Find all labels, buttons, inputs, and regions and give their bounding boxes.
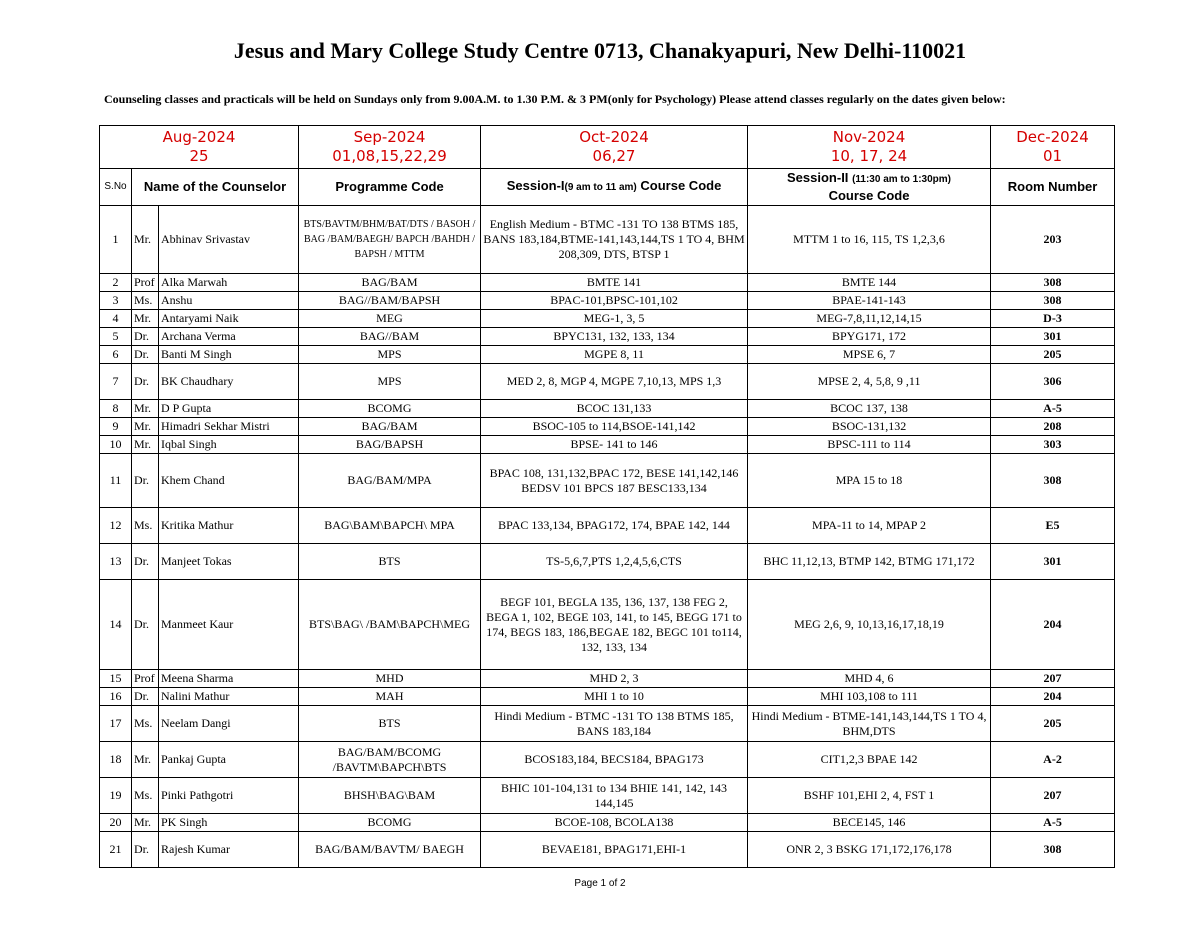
- row-session1: BEVAE181, BPAG171,EHI-1: [481, 832, 748, 868]
- row-programme: BAG/BAM: [299, 274, 481, 292]
- row-title: Mr.: [132, 814, 159, 832]
- row-counselor-name: Meena Sharma: [159, 670, 299, 688]
- row-session2: BSHF 101,EHI 2, 4, FST 1: [748, 778, 991, 814]
- row-title: Mr.: [132, 418, 159, 436]
- row-counselor-name: Rajesh Kumar: [159, 832, 299, 868]
- row-room: 306: [991, 364, 1115, 400]
- row-session2: MPSE 6, 7: [748, 346, 991, 364]
- row-title: Ms.: [132, 778, 159, 814]
- row-title: Dr.: [132, 454, 159, 508]
- row-session1: BCOC 131,133: [481, 400, 748, 418]
- row-title: Mr.: [132, 436, 159, 454]
- row-title: Mr.: [132, 742, 159, 778]
- row-room: 301: [991, 544, 1115, 580]
- table-row: [100, 310, 1115, 328]
- row-counselor-name: Manmeet Kaur: [159, 580, 299, 670]
- row-programme: MHD: [299, 670, 481, 688]
- row-sno: 4: [100, 310, 132, 328]
- header-programme: Programme Code: [299, 169, 481, 206]
- month-cell-sep: Sep-2024 01,08,15,22,29: [299, 126, 481, 169]
- table-row: [100, 328, 1115, 346]
- row-session1: Hindi Medium - BTMC -131 TO 138 BTMS 185, BANS 183,184: [481, 706, 748, 742]
- row-room: 207: [991, 670, 1115, 688]
- row-sno: 14: [100, 580, 132, 670]
- row-title: Prof: [132, 274, 159, 292]
- row-room: 303: [991, 436, 1115, 454]
- row-programme: BTS: [299, 544, 481, 580]
- row-session2: ONR 2, 3 BSKG 171,172,176,178: [748, 832, 991, 868]
- table-row: [100, 346, 1115, 364]
- row-counselor-name: Abhinav Srivastav: [159, 206, 299, 274]
- month-cell-oct: Oct-2024 06,27: [481, 126, 748, 169]
- row-sno: 17: [100, 706, 132, 742]
- row-programme: BAG/BAM: [299, 418, 481, 436]
- table-row: [100, 206, 1115, 274]
- row-session1: BMTE 141: [481, 274, 748, 292]
- row-room: 308: [991, 274, 1115, 292]
- page-title: Jesus and Mary College Study Centre 0713, Chanakyapuri, New Delhi-110021: [233, 38, 967, 63]
- month-cell-nov: Nov-2024 10, 17, 24: [748, 126, 991, 169]
- row-session2: BHC 11,12,13, BTMP 142, BTMG 171,172: [748, 544, 991, 580]
- row-programme: MPS: [299, 346, 481, 364]
- row-programme: BTS/BAVTM/BHM/BAT/DTS / BASOH / BAG /BAM/BAEGH/ BAPCH /BAHDH / BAPSH / MTTM: [299, 206, 481, 274]
- row-programme: BAG/BAPSH: [299, 436, 481, 454]
- row-session1: BCOE-108, BCOLA138: [481, 814, 748, 832]
- row-session1: BPAC 108, 131,132,BPAC 172, BESE 141,142,146 BEDSV 101 BPCS 187 BESC133,134: [481, 454, 748, 508]
- row-session2: BCOC 137, 138: [748, 400, 991, 418]
- row-session1: BPYC131, 132, 133, 134: [481, 328, 748, 346]
- row-title: Dr.: [132, 544, 159, 580]
- row-counselor-name: BK Chaudhary: [159, 364, 299, 400]
- row-sno: 13: [100, 544, 132, 580]
- row-counselor-name: Kritika Mathur: [159, 508, 299, 544]
- row-room: A-5: [991, 400, 1115, 418]
- row-sno: 10: [100, 436, 132, 454]
- row-title: Dr.: [132, 832, 159, 868]
- row-programme: BCOMG: [299, 400, 481, 418]
- month-row: [100, 126, 1115, 169]
- row-room: 301: [991, 328, 1115, 346]
- row-counselor-name: PK Singh: [159, 814, 299, 832]
- row-room: 203: [991, 206, 1115, 274]
- row-programme: MEG: [299, 310, 481, 328]
- row-room: 205: [991, 346, 1115, 364]
- counselor-schedule-table: [99, 125, 1115, 868]
- row-sno: 19: [100, 778, 132, 814]
- row-session2: MEG 2,6, 9, 10,13,16,17,18,19: [748, 580, 991, 670]
- header-sno: S.No: [100, 169, 132, 206]
- table-row: [100, 292, 1115, 310]
- table-row: [100, 364, 1115, 400]
- row-room: E5: [991, 508, 1115, 544]
- row-session2: BPYG171, 172: [748, 328, 991, 346]
- row-sno: 5: [100, 328, 132, 346]
- row-session1: BCOS183,184, BECS184, BPAG173: [481, 742, 748, 778]
- row-title: Dr.: [132, 580, 159, 670]
- table-row: [100, 544, 1115, 580]
- table-row: [100, 508, 1115, 544]
- row-programme: BCOMG: [299, 814, 481, 832]
- month-cell-aug: Aug-2024 25: [100, 126, 299, 169]
- row-programme: BTS: [299, 706, 481, 742]
- row-session1: MHI 1 to 10: [481, 688, 748, 706]
- row-session2: MPSE 2, 4, 5,8, 9 ,11: [748, 364, 991, 400]
- row-sno: 8: [100, 400, 132, 418]
- row-sno: 7: [100, 364, 132, 400]
- row-session2: CIT1,2,3 BPAE 142: [748, 742, 991, 778]
- row-session1: BPSE- 141 to 146: [481, 436, 748, 454]
- row-sno: 11: [100, 454, 132, 508]
- row-room: 308: [991, 832, 1115, 868]
- row-sno: 1: [100, 206, 132, 274]
- table-row: [100, 742, 1115, 778]
- row-counselor-name: Antaryami Naik: [159, 310, 299, 328]
- row-room: 204: [991, 688, 1115, 706]
- row-room: A-2: [991, 742, 1115, 778]
- row-sno: 9: [100, 418, 132, 436]
- schedule-note: Counseling classes and practicals will be held on Sundays only from 9.00A.M. to 1.30 P.M. & 3 PM(only for Psychology) Please attend classes regularly on the dates given below:: [104, 92, 1006, 106]
- row-title: Dr.: [132, 364, 159, 400]
- row-session2: BPAE-141-143: [748, 292, 991, 310]
- row-sno: 20: [100, 814, 132, 832]
- row-sno: 18: [100, 742, 132, 778]
- row-session2: BSOC-131,132: [748, 418, 991, 436]
- row-programme: BAG//BAM: [299, 328, 481, 346]
- table-row: [100, 670, 1115, 688]
- table-row: [100, 454, 1115, 508]
- row-session1: English Medium - BTMC -131 TO 138 BTMS 185, BANS 183,184,BTME-141,143,144,TS 1 TO 4, BHM 208,309, DTS, BTSP 1: [481, 206, 748, 274]
- row-counselor-name: Alka Marwah: [159, 274, 299, 292]
- row-counselor-name: Nalini Mathur: [159, 688, 299, 706]
- row-counselor-name: Manjeet Tokas: [159, 544, 299, 580]
- row-programme: BAG\BAM\BAPCH\ MPA: [299, 508, 481, 544]
- table-row: [100, 436, 1115, 454]
- row-programme: MAH: [299, 688, 481, 706]
- header-row: [100, 169, 1115, 206]
- table-row: [100, 814, 1115, 832]
- row-programme: BAG/BAM/BAVTM/ BAEGH: [299, 832, 481, 868]
- row-programme: BTS\BAG\ /BAM\BAPCH\MEG: [299, 580, 481, 670]
- row-room: 207: [991, 778, 1115, 814]
- row-session1: BPAC-101,BPSC-101,102: [481, 292, 748, 310]
- row-session1: MGPE 8, 11: [481, 346, 748, 364]
- row-counselor-name: Pinki Pathgotri: [159, 778, 299, 814]
- row-room: 208: [991, 418, 1115, 436]
- row-sno: 12: [100, 508, 132, 544]
- row-session1: MED 2, 8, MGP 4, MGPE 7,10,13, MPS 1,3: [481, 364, 748, 400]
- row-counselor-name: Iqbal Singh: [159, 436, 299, 454]
- row-counselor-name: D P Gupta: [159, 400, 299, 418]
- row-programme: BAG/BAM/MPA: [299, 454, 481, 508]
- row-session2: MHI 103,108 to 111: [748, 688, 991, 706]
- row-counselor-name: Pankaj Gupta: [159, 742, 299, 778]
- table-row: [100, 580, 1115, 670]
- row-session2: MTTM 1 to 16, 115, TS 1,2,3,6: [748, 206, 991, 274]
- row-counselor-name: Archana Verma: [159, 328, 299, 346]
- row-counselor-name: Himadri Sekhar Mistri: [159, 418, 299, 436]
- row-title: Mr.: [132, 400, 159, 418]
- row-session1: MEG-1, 3, 5: [481, 310, 748, 328]
- row-sno: 3: [100, 292, 132, 310]
- row-session1: BEGF 101, BEGLA 135, 136, 137, 138 FEG 2, BEGA 1, 102, BEGE 103, 141, to 145, BEGG 171 to 174, BEGS 183, 186,BEGAE 182, BEGC 101 to114, 132, 133, 134: [481, 580, 748, 670]
- row-sno: 16: [100, 688, 132, 706]
- header-session2: Session-II (11:30 am to 1:30pm) Course Code: [748, 169, 991, 206]
- row-programme: BAG/BAM/BCOMG /BAVTM\BAPCH\BTS: [299, 742, 481, 778]
- table-row: [100, 706, 1115, 742]
- row-counselor-name: Banti M Singh: [159, 346, 299, 364]
- row-title: Mr.: [132, 310, 159, 328]
- header-session1: Session-I(9 am to 11 am) Course Code: [481, 169, 748, 206]
- row-room: 205: [991, 706, 1115, 742]
- row-title: Prof: [132, 670, 159, 688]
- table-row: [100, 688, 1115, 706]
- row-title: Ms.: [132, 292, 159, 310]
- table-row: [100, 400, 1115, 418]
- row-title: Ms.: [132, 508, 159, 544]
- row-session1: TS-5,6,7,PTS 1,2,4,5,6,CTS: [481, 544, 748, 580]
- row-room: 308: [991, 454, 1115, 508]
- row-session2: MPA 15 to 18: [748, 454, 991, 508]
- row-session1: BPAC 133,134, BPAG172, 174, BPAE 142, 144: [481, 508, 748, 544]
- row-programme: MPS: [299, 364, 481, 400]
- row-session2: BPSC-111 to 114: [748, 436, 991, 454]
- row-sno: 2: [100, 274, 132, 292]
- row-programme: BHSH\BAG\BAM: [299, 778, 481, 814]
- row-room: A-5: [991, 814, 1115, 832]
- table-row: [100, 832, 1115, 868]
- row-sno: 15: [100, 670, 132, 688]
- row-session1: BHIC 101-104,131 to 134 BHIE 141, 142, 143 144,145: [481, 778, 748, 814]
- table-row: [100, 418, 1115, 436]
- row-room: 204: [991, 580, 1115, 670]
- row-programme: BAG//BAM/BAPSH: [299, 292, 481, 310]
- row-sno: 21: [100, 832, 132, 868]
- header-room: Room Number: [991, 169, 1115, 206]
- row-counselor-name: Anshu: [159, 292, 299, 310]
- row-session2: MHD 4, 6: [748, 670, 991, 688]
- row-title: Mr.: [132, 206, 159, 274]
- row-session2: MEG-7,8,11,12,14,15: [748, 310, 991, 328]
- row-room: 308: [991, 292, 1115, 310]
- row-counselor-name: Neelam Dangi: [159, 706, 299, 742]
- row-title: Ms.: [132, 706, 159, 742]
- page-footer: Page 1 of 2: [574, 878, 626, 889]
- row-session1: BSOC-105 to 114,BSOE-141,142: [481, 418, 748, 436]
- row-title: Dr.: [132, 328, 159, 346]
- row-session2: MPA-11 to 14, MPAP 2: [748, 508, 991, 544]
- table-row: [100, 778, 1115, 814]
- row-session2: Hindi Medium - BTME-141,143,144,TS 1 TO 4, BHM,DTS: [748, 706, 991, 742]
- month-cell-dec: Dec-2024 01: [991, 126, 1115, 169]
- row-session2: BECE145, 146: [748, 814, 991, 832]
- row-title: Dr.: [132, 346, 159, 364]
- row-room: D-3: [991, 310, 1115, 328]
- table-row: [100, 274, 1115, 292]
- header-name: Name of the Counselor: [132, 169, 299, 206]
- row-counselor-name: Khem Chand: [159, 454, 299, 508]
- row-session2: BMTE 144: [748, 274, 991, 292]
- row-sno: 6: [100, 346, 132, 364]
- row-session1: MHD 2, 3: [481, 670, 748, 688]
- row-title: Dr.: [132, 688, 159, 706]
